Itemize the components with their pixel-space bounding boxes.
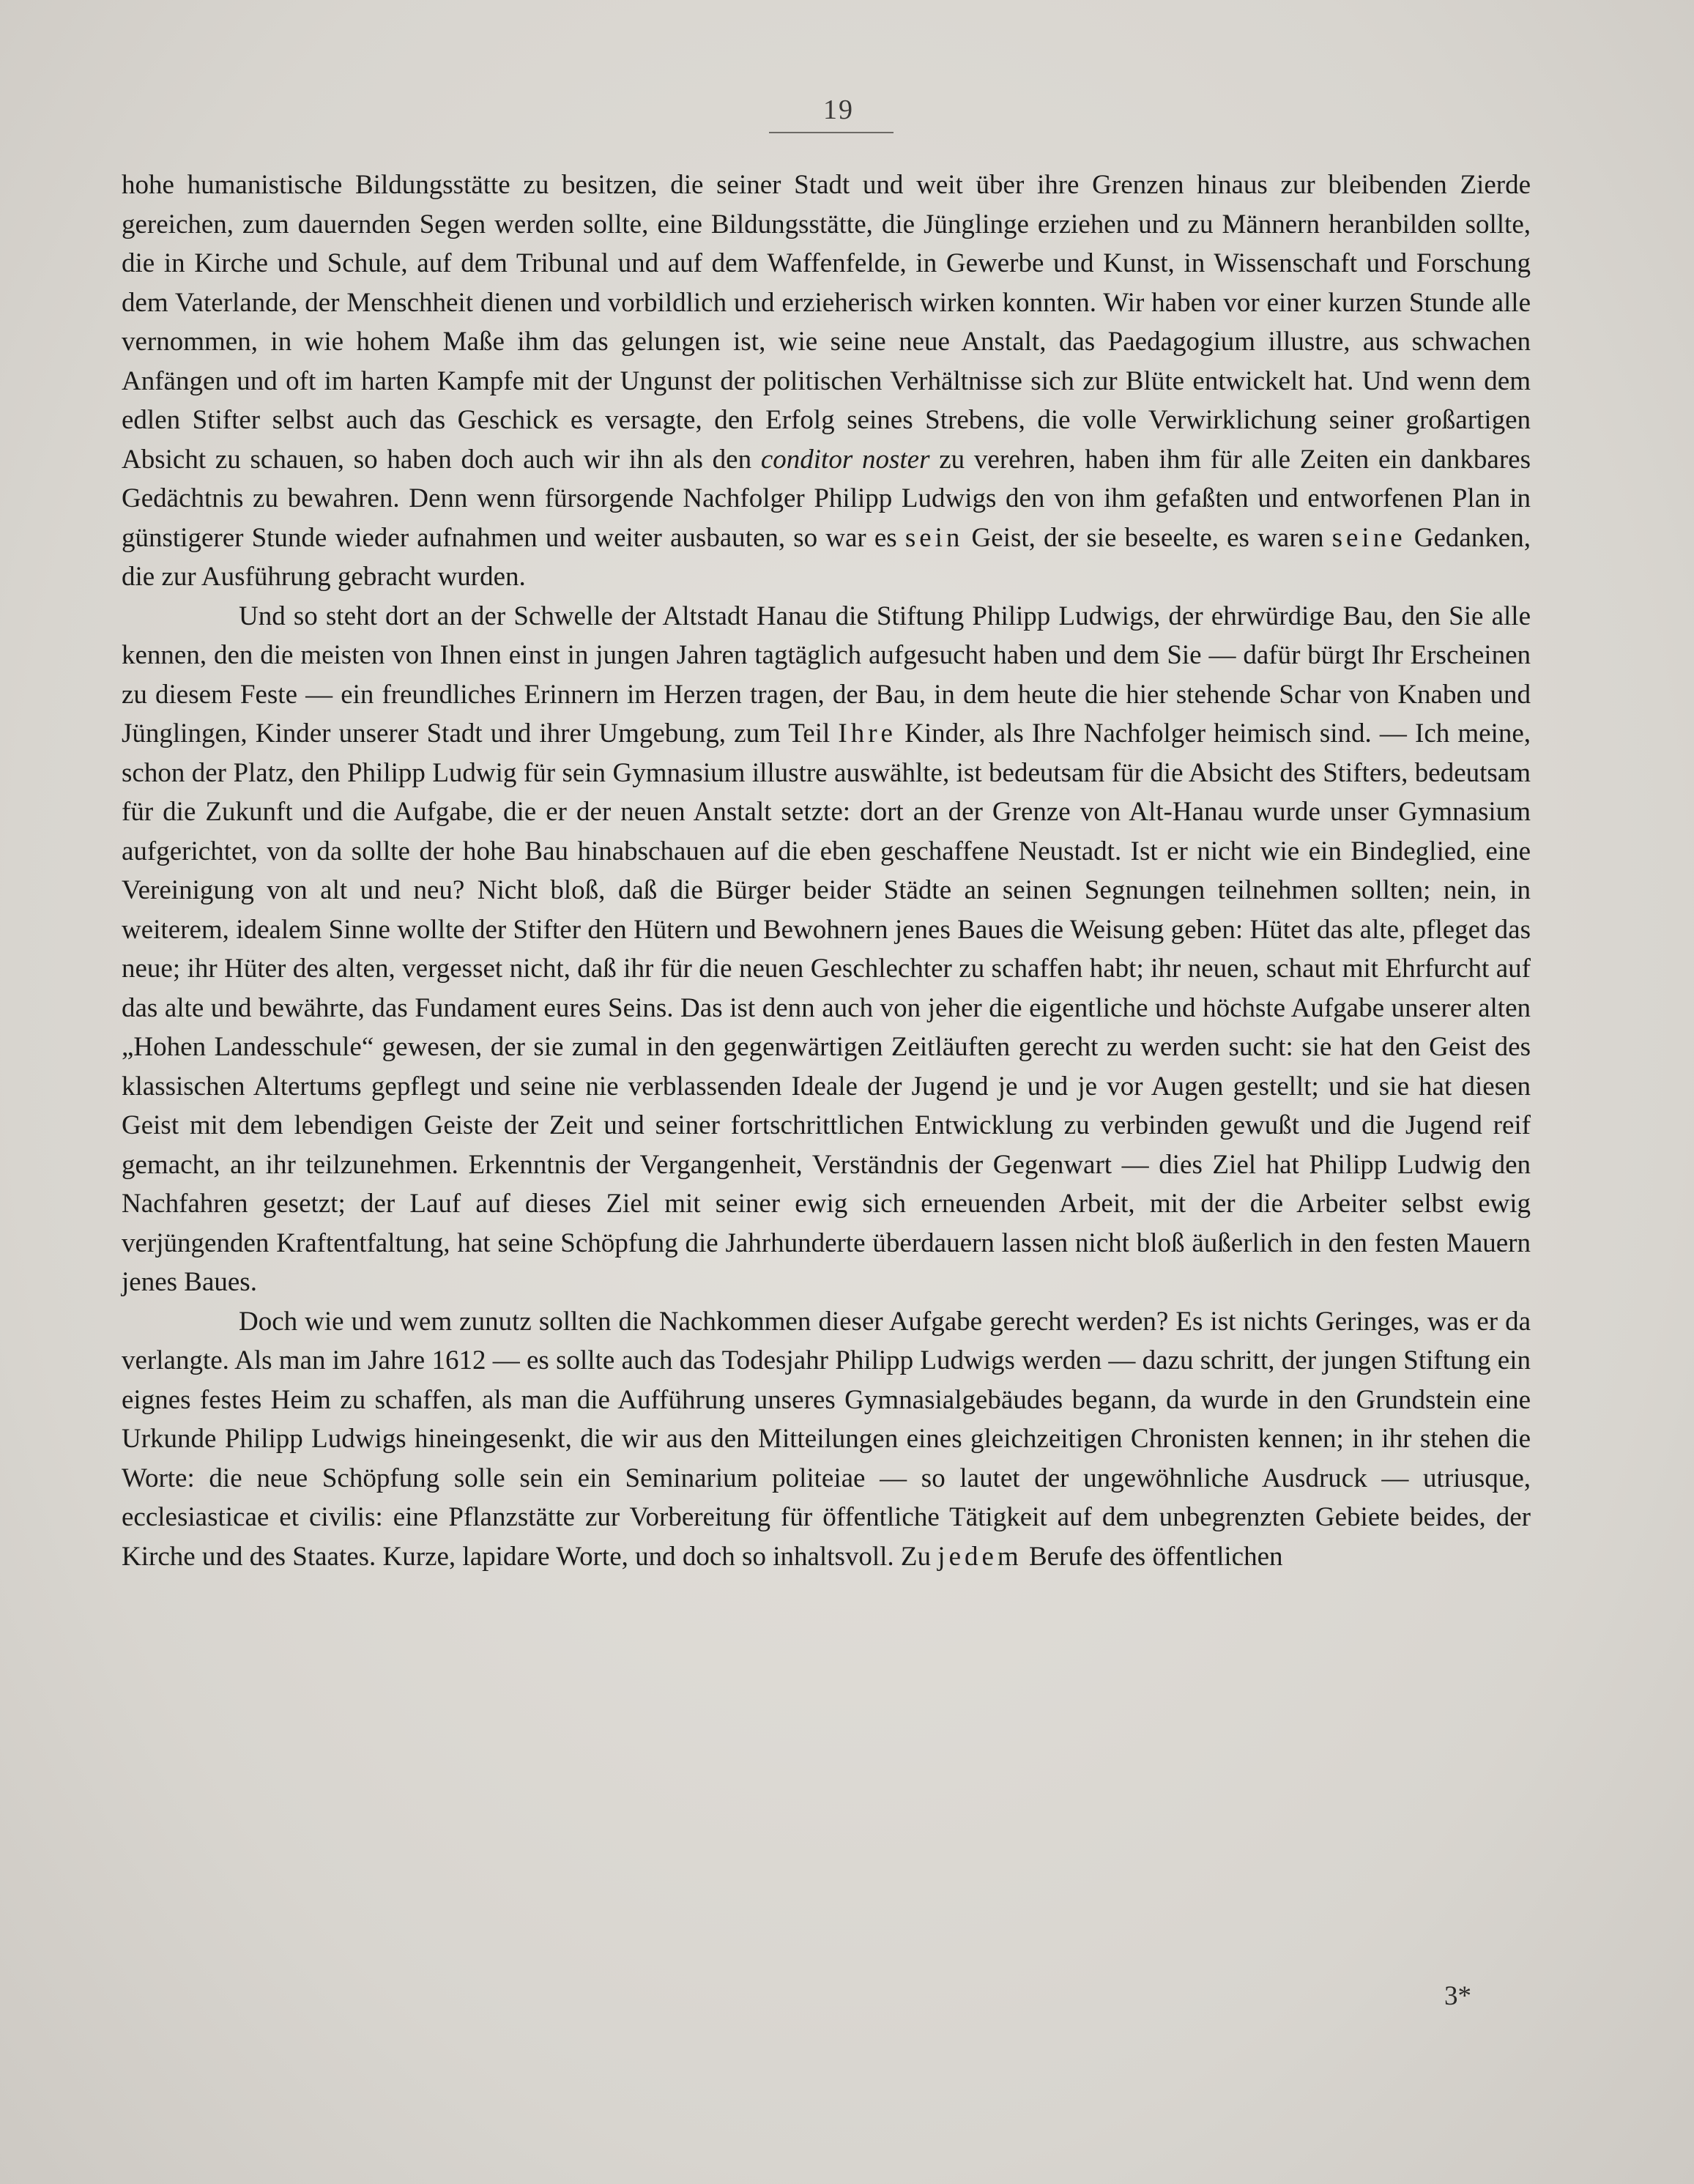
text-segment: conditor noster <box>760 444 930 475</box>
text-segment: Gedanken, die zur Ausführung gebracht wurden. <box>122 522 1531 592</box>
text-segment: zu verehren, haben ihm für alle Zeiten ein dankbares Gedächtnis zu bewahren. Denn wenn fürsorgende Nachfolger Philipp Ludwigs den von ihm gefaßten und entworfenen Plan in günstigerer Stunde wieder aufnahmen und weiter ausbauten, so war es <box>122 444 1531 553</box>
text-segment: jedem <box>937 1541 1022 1572</box>
text-segment: seine <box>1331 522 1406 553</box>
text-segment: hohe humanistische Bildungsstätte zu besitzen, die seiner Stadt und weit über ihre Grenzen hinaus zur bleibenden Zierde gereichen, zum dauernden Segen werden sollte, eine Bildungsstätte, die Jünglinge erziehen und zu Männern heranbilden sollte, die in Kirche und Schule, auf dem Tribunal und auf dem Waffenfelde, in Gewerbe und Kunst, in Wissenschaft und Forschung dem Vaterlande, der Menschheit dienen und vorbildlich und erzieherisch wirken konnten. Wir haben vor einer kurzen Stunde alle vernommen, in wie hohem Maße ihm das gelungen ist, wie seine neue Anstalt, das Paedagogium illustre, aus schwachen Anfängen und oft im harten Kampfe mit der Ungunst der politischen Verhältnisse sich zur Blüte entwickelt hat. Und wenn dem edlen Stifter selbst auch das Geschick es versagte, den Erfolg seines Strebens, die volle Verwirklichung seiner großartigen Absicht zu schauen, so haben doch auch wir ihn als den <box>122 170 1531 475</box>
paragraph-p1 <box>122 166 1531 597</box>
paragraph-p2 <box>122 597 1531 1302</box>
body-text <box>122 166 1531 1576</box>
text-segment: Berufe des öffentlichen <box>1022 1541 1283 1572</box>
signature-mark: 3* <box>1444 1981 1471 2011</box>
text-segment: Geist, der sie beseelte, es waren <box>963 522 1332 553</box>
text-segment: Doch wie und wem zunutz sollten die Nachkommen dieser Aufgabe gerecht werden? Es ist nichts Geringes, was er da verlangte. Als man im Jahre 1612 — es sollte auch das Todesjahr Philipp Ludwigs werden — dazu schritt, der jungen Stiftung ein eignes festes Heim zu schaffen, als man die Aufführung unseres Gymnasialgebäudes begann, da wurde in den Grundstein eine Urkunde Philipp Ludwigs hineingesenkt, die wir aus den Mitteilungen eines gleichzeitigen Chronisten kennen; in ihr stehen die Worte: die neue Schöpfung solle sein ein Seminarium politeiae — so lautet der ungewöhnliche Ausdruck — utriusque, ecclesiasticae et civilis: eine Pflanzstätte zur Vorbereitung für öffentliche Tätigkeit auf dem unbegrenzten Gebiete beides, der Kirche und des Staates. Kurze, lapidare Worte, und doch so inhaltsvoll. Zu <box>122 1306 1531 1572</box>
text-segment: Und so steht dort an der Schwelle der Altstadt Hanau die Stiftung Philipp Ludwigs, der ehrwürdige Bau, den Sie alle kennen, den die meisten von Ihnen einst in jungen Jahren tagtäglich aufgesucht haben und dem Sie — dafür bürgt Ihr Erscheinen zu diesem Feste — ein freundliches Erinnern im Herzen tragen, der Bau, in dem heute die hier stehende Schar von Knaben und Jünglingen, Kinder unserer Stadt und ihrer Umgebung, zum Teil <box>122 601 1531 749</box>
text-segment: sein <box>904 522 964 553</box>
paragraph-p3 <box>122 1302 1531 1577</box>
page-number: 19 <box>823 94 854 125</box>
page-number-rule <box>769 132 894 133</box>
text-segment: Kinder, als Ihre Nachfolger heimisch sind. — Ich meine, schon der Platz, den Philipp Ludwig für sein Gymnasium illustre auswählte, ist bedeutsam für die Absicht des Stifters, bedeutsam für die Zukunft und die Aufgabe, die er der neuen Anstalt setzte: dort an der Grenze von Alt-Hanau wurde unser Gymnasium aufgerichtet, von da sollte der hohe Bau hinabschauen auf die eben geschaffene Neustadt. Ist er nicht wie ein Bindeglied, eine Vereinigung von alt und neu? Nicht bloß, daß die Bürger beider Städte an seinen Segnungen teilnehmen sollten; nein, in weiterem, idealem Sinne wollte der Stifter den Hütern und Bewohnern jenes Baues die Weisung geben: Hütet das alte, pfleget das neue; ihr Hüter des alten, vergesset nicht, daß ihr für die neuen Geschlechter zu schaffen habt; ihr neuen, schaut mit Ehrfurcht auf das alte und bewährte, das Fundament eures Seins. Das ist denn auch von jeher die eigentliche und höchste Aufgabe unserer alten „Hohen Landesschule“ gewesen, der sie zumal in den gegenwärtigen Zeitläuften gerecht zu werden sucht: sie hat den Geist des klassischen Altertums gepflegt und seine nie verblassenden Ideale der Jugend je und je vor Augen gestellt; und sie hat diesen Geist mit dem lebendigen Geiste der Zeit und seiner fortschrittlichen Entwicklung zu verbinden gewußt und die Jugend reif gemacht, an ihr teilzunehmen. Erkenntnis der Vergangenheit, Verständnis der Gegenwart — dies Ziel hat Philipp Ludwig den Nachfahren gesetzt; der Lauf auf dieses Ziel mit seiner ewig sich erneuenden Arbeit, mit der die Arbeiter selbst ewig verjüngenden Kraftentfaltung, hat seine Schöpfung die Jahrhunderte überdauern lassen nicht bloß äußerlich in den festen Mauern jenes Baues. <box>122 718 1531 1297</box>
text-segment: Ihre <box>838 718 896 749</box>
